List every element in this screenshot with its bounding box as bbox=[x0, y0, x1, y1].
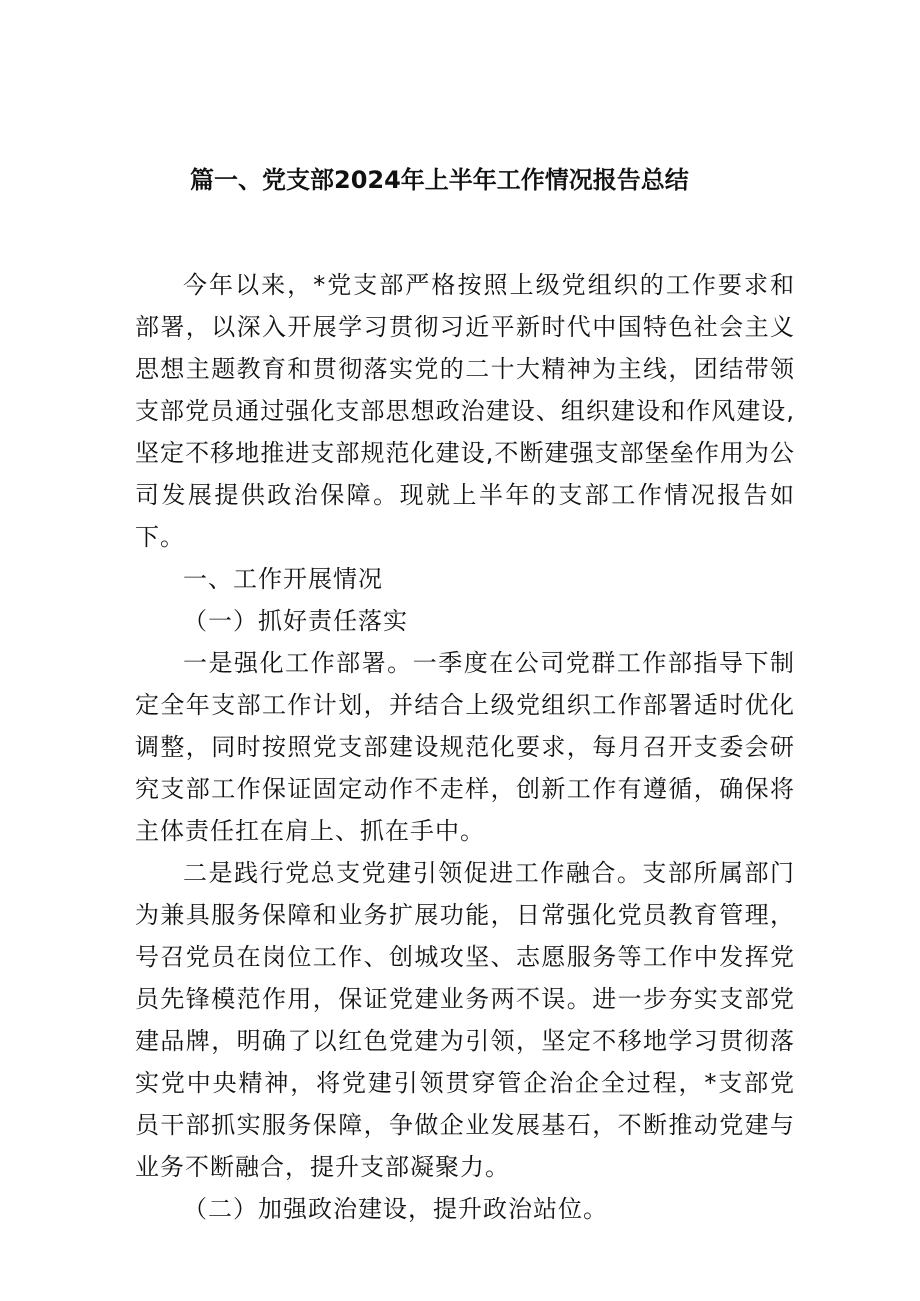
section-heading-1: 一、工作开展情况 bbox=[183, 565, 383, 593]
intro-paragraph: 今年以来，*党支部严格按照上级党组织的工作要求和部署，以深入开展学习贯彻习近平新时代中国特色社会主义思想主题教育和贯彻落实党的二十大精神为主线，团结带领支部党员通过强化支部思想政治建设、组织建设和作风建设,坚定不移地推进支部规范化建设,不断建强支部堡垒作用为公司发展提供政治保障。现就上半年的支部工作情况报告如下。 bbox=[135, 271, 795, 551]
subsection-heading-1: （一）抓好责任落实 bbox=[183, 607, 408, 635]
document-title: 篇一、党支部2024年上半年工作情况报告总结 bbox=[190, 166, 689, 194]
subsection-heading-2: （二）加强政治建设，提升政治站位。 bbox=[183, 1195, 608, 1223]
paragraph-party-building-integration: 二是践行党总支党建引领促进工作融合。支部所属部门为兼具服务保障和业务扩展功能，日常强化党员教育管理，号召党员在岗位工作、创城攻坚、志愿服务等工作中发挥党员先锋模范作用，保证党建业务两不误。进一步夯实支部党建品牌，明确了以红色党建为引领，坚定不移地学习贯彻落实党中央精神，将党建引领贯穿管企治企全过程，*支部党员干部抓实服务保障，争做企业发展基石，不断推动党建与业务不断融合，提升支部凝聚力。 bbox=[135, 859, 795, 1181]
document-body bbox=[135, 264, 795, 1230]
paragraph-work-deployment: 一是强化工作部署。一季度在公司党群工作部指导下制定全年支部工作计划，并结合上级党组织工作部署适时优化调整，同时按照党支部建设规范化要求，每月召开支委会研究支部工作保证固定动作不走样，创新工作有遵循，确保将主体责任扛在肩上、抓在手中。 bbox=[135, 649, 795, 845]
